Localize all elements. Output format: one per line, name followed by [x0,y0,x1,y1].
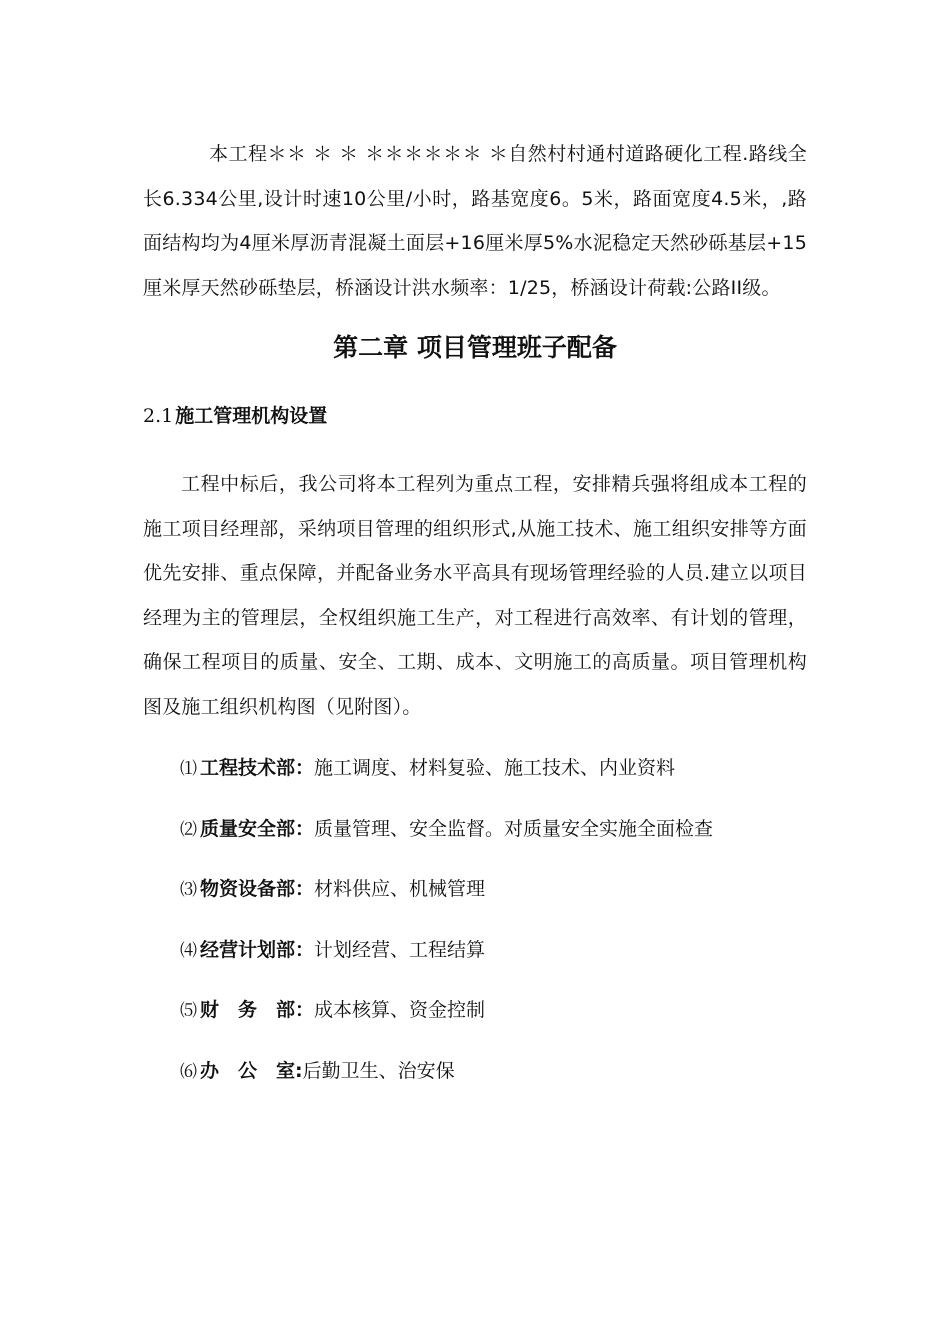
department-name: 质量安全部 [200,817,296,840]
separator: ： [295,817,315,840]
body-paragraph: 工程中标后，我公司将本工程列为重点工程，安排精兵强将组成本工程的施工项目经理部，采纳项目管理的组织形式,从施工技术、施工组织安排等方面优先安排、重点保障，并配备业务水平高具有现场管理经验的人员.建立以项目经理为主的管理层，全权组织施工生产，对工程进行高效率、有计划的管理，确保工程项目的质量、安全、工期、成本、文明施工的高质量。项目管理机构图及施工组织机构图（见附图）。 [143,473,807,718]
item-index: ⑴ [180,759,197,779]
intro-paragraph: 本工程＊＊ ＊ ＊ ＊＊＊＊＊＊ ＊自然村村通村道路硬化工程.路线全长6.334公里,设计时速10公里/小时，路基宽度6。5米，路面宽度4.5米，,路面结构均为4厘米厚沥青混凝土面层+16厘米厚5%水泥稳定天然砂砾基层+15厘米厚天然砂砾垫层，桥涵设计洪水频率：1/25，桥涵设计荷载:公路II级。 [143,143,807,299]
department-duties: 质量管理、安全监督。对质量安全实施全面检查 [314,817,714,840]
section-title: 施工管理机构设置 [175,405,328,427]
department-list [180,748,713,1112]
department-duties: 施工调度、材料复验、施工技术、内业资料 [314,757,676,779]
item-index: ⑶ [180,880,197,901]
list-item [180,1051,713,1112]
list-item [180,990,713,1051]
item-index: ⑷ [180,940,197,961]
item-index: ⑸ [180,1001,197,1022]
department-duties: 后勤卫生、治安保 [302,1059,455,1082]
list-item [180,869,713,930]
department-name: 办 公 室 [200,1059,296,1082]
item-index: ⑹ [180,1061,197,1082]
section-number: 2.1 [143,405,174,427]
separator: ： [295,938,315,961]
department-duties: 成本核算、资金控制 [314,999,486,1022]
department-duties: 计划经营、工程结算 [314,938,486,961]
chapter-title: 第二章 项目管理班子配备 [333,333,617,362]
list-item [180,930,713,991]
separator: ： [295,878,315,901]
separator: ： [295,757,315,779]
item-index: ⑵ [180,819,197,840]
list-item [180,809,713,870]
section-heading [143,400,327,432]
separator: : [295,1059,303,1082]
department-name: 经营计划部 [200,938,296,961]
list-item [180,748,713,809]
department-name: 物资设备部 [200,878,296,901]
department-name: 财 务 部 [200,999,296,1022]
department-name: 工程技术部 [200,757,296,779]
separator: ： [295,999,315,1022]
department-duties: 材料供应、机械管理 [314,878,486,901]
